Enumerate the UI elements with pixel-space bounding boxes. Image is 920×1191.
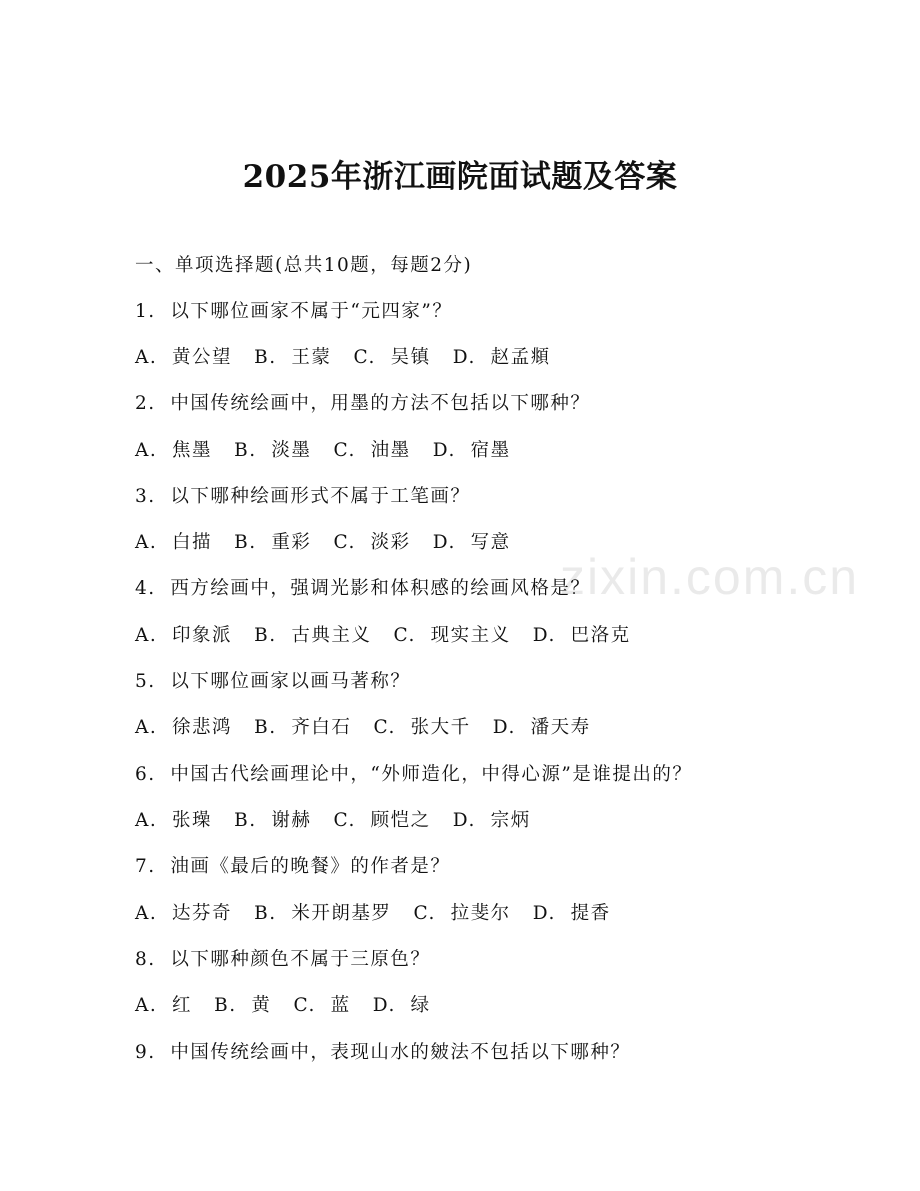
options-1: A. 黄公望 B. 王蒙 C. 吴镇 D. 赵孟頫	[135, 347, 551, 368]
watermark: zixin.com.cn	[560, 549, 860, 605]
question-3: 3. 以下哪种绘画形式不属于工笔画？	[135, 486, 471, 507]
question-1: 1. 以下哪位画家不属于“元四家”？	[135, 301, 453, 322]
options-7: A. 达芬奇 B. 米开朗基罗 C. 拉斐尔 D. 提香	[135, 903, 611, 924]
question-4: 4. 西方绘画中，强调光影和体积感的绘画风格是？	[135, 578, 591, 599]
options-6: A. 张璪 B. 谢赫 C. 顾恺之 D. 宗炳	[135, 810, 531, 831]
question-2: 2. 中国传统绘画中，用墨的方法不包括以下哪种？	[135, 393, 591, 414]
question-8: 8. 以下哪种颜色不属于三原色？	[135, 949, 431, 970]
options-4: A. 印象派 B. 古典主义 C. 现实主义 D. 巴洛克	[135, 625, 631, 646]
question-9: 9. 中国传统绘画中，表现山水的皴法不包括以下哪种？	[135, 1042, 631, 1063]
options-5: A. 徐悲鸿 B. 齐白石 C. 张大千 D. 潘天寿	[135, 717, 591, 738]
document-title: 2025年浙江画院面试题及答案	[242, 159, 678, 195]
section-heading: 一、单项选择题(总共10题，每题2分)	[135, 255, 473, 276]
question-5: 5. 以下哪位画家以画马著称？	[135, 671, 411, 692]
options-8: A. 红 B. 黄 C. 蓝 D. 绿	[135, 995, 431, 1016]
options-2: A. 焦墨 B. 淡墨 C. 油墨 D. 宿墨	[135, 440, 511, 461]
question-6: 6. 中国古代绘画理论中，“外师造化，中得心源”是谁提出的？	[135, 764, 693, 785]
question-7: 7. 油画《最后的晚餐》的作者是？	[135, 856, 451, 877]
options-3: A. 白描 B. 重彩 C. 淡彩 D. 写意	[135, 532, 511, 553]
